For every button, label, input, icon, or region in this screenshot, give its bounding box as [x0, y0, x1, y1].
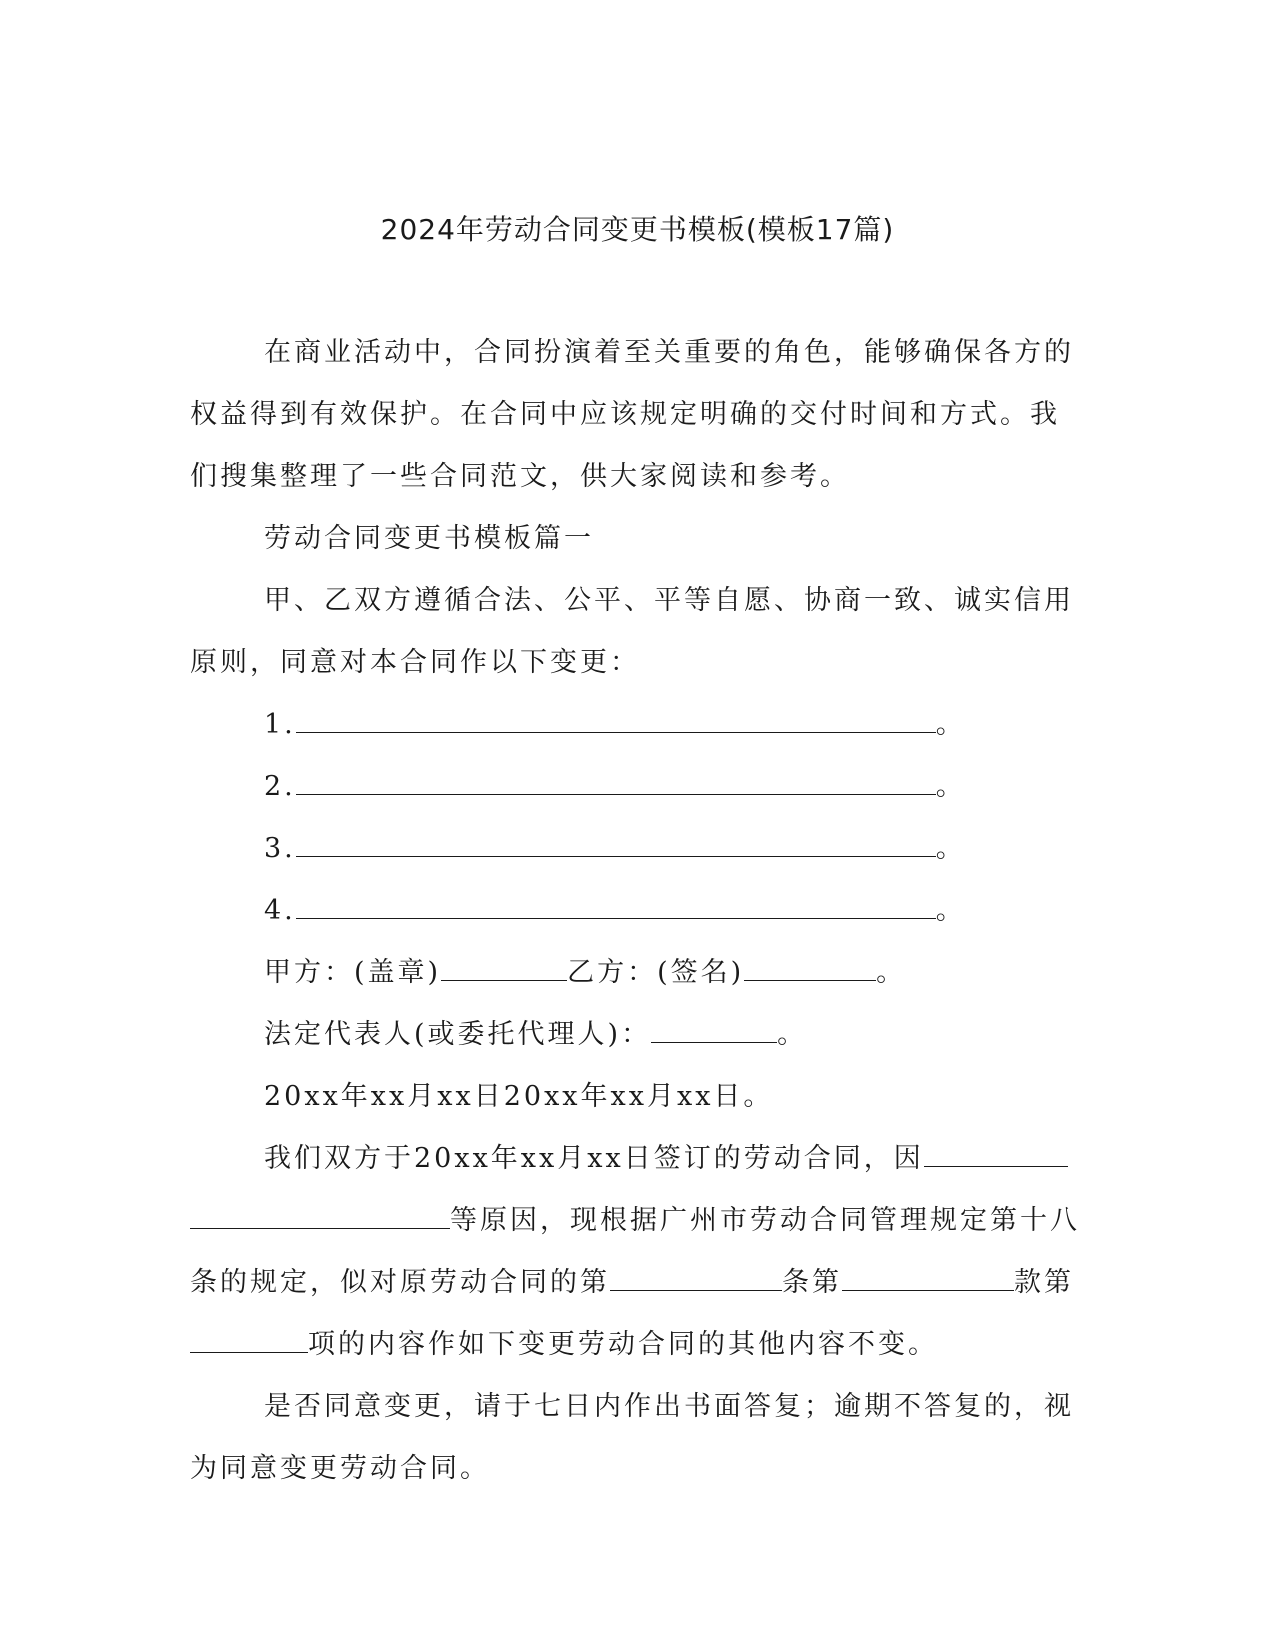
party-a-blank[interactable] — [441, 956, 567, 981]
change-text-3: 条第 — [782, 1267, 842, 1298]
item-number: 4. — [264, 895, 296, 926]
fill-blank[interactable] — [296, 894, 936, 919]
change-item-2 — [190, 756, 1080, 818]
item-end: 。 — [935, 771, 966, 802]
reply-paragraph: 是否同意变更，请于七日内作出书面答复；逾期不答复的，视为同意变更劳动合同。 — [190, 1391, 1074, 1484]
change-item-4 — [190, 880, 1080, 942]
legal-rep-label: 法定代表人(或委托代理人)： — [264, 1019, 652, 1050]
change-text-5: 项的内容作如下变更劳动合同的其他内容不变。 — [308, 1329, 938, 1360]
period: 。 — [777, 1019, 808, 1050]
legal-rep-line — [190, 1004, 1080, 1066]
signature-line — [190, 942, 1080, 1004]
change-paragraph — [190, 1128, 1080, 1376]
change-text-2: 等原因，现根据广州市劳动合同管理规定第十八条的规定，似对原劳动合同的第 — [190, 1205, 1080, 1298]
fill-blank[interactable] — [296, 770, 936, 795]
period: 。 — [876, 957, 907, 988]
item-end: 。 — [935, 709, 966, 740]
change-item-1 — [190, 694, 1080, 756]
party-a-label: 甲方：(盖章) — [264, 957, 442, 988]
article-blank[interactable] — [610, 1266, 782, 1291]
item-end: 。 — [935, 833, 966, 864]
item-number: 1. — [264, 709, 296, 740]
reason-blank-1[interactable] — [924, 1142, 1068, 1167]
fill-blank[interactable] — [296, 708, 936, 733]
item-end: 。 — [935, 895, 966, 926]
document-body — [190, 322, 1080, 1500]
item-blank[interactable] — [190, 1328, 308, 1353]
intro-paragraph: 在商业活动中，合同扮演着至关重要的角色，能够确保各方的权益得到有效保护。在合同中应该规定明确的交付时间和方式。我们搜集整理了一些合同范文，供大家阅读和参考。 — [190, 337, 1074, 492]
change-text-4: 款第 — [1014, 1267, 1074, 1298]
item-number: 2. — [264, 771, 296, 802]
dates-line: 20xx年xx月xx日20xx年xx月xx日。 — [264, 1081, 774, 1112]
principle-paragraph: 甲、乙双方遵循合法、公平、平等自愿、协商一致、诚实信用原则，同意对本合同作以下变更： — [190, 585, 1074, 678]
item-number: 3. — [264, 833, 296, 864]
party-b-label: 乙方：(签名) — [567, 957, 745, 988]
change-text-1: 我们双方于20xx年xx月xx日签订的劳动合同，因 — [264, 1143, 924, 1174]
party-b-blank[interactable] — [744, 956, 876, 981]
change-item-3 — [190, 818, 1080, 880]
document-title: 2024年劳动合同变更书模板(模板17篇) — [380, 213, 895, 246]
section-heading: 劳动合同变更书模板篇一 — [264, 523, 594, 554]
fill-blank[interactable] — [296, 832, 936, 857]
legal-rep-blank[interactable] — [651, 1018, 777, 1043]
clause-blank[interactable] — [842, 1266, 1014, 1291]
reason-blank-2[interactable] — [190, 1204, 450, 1229]
